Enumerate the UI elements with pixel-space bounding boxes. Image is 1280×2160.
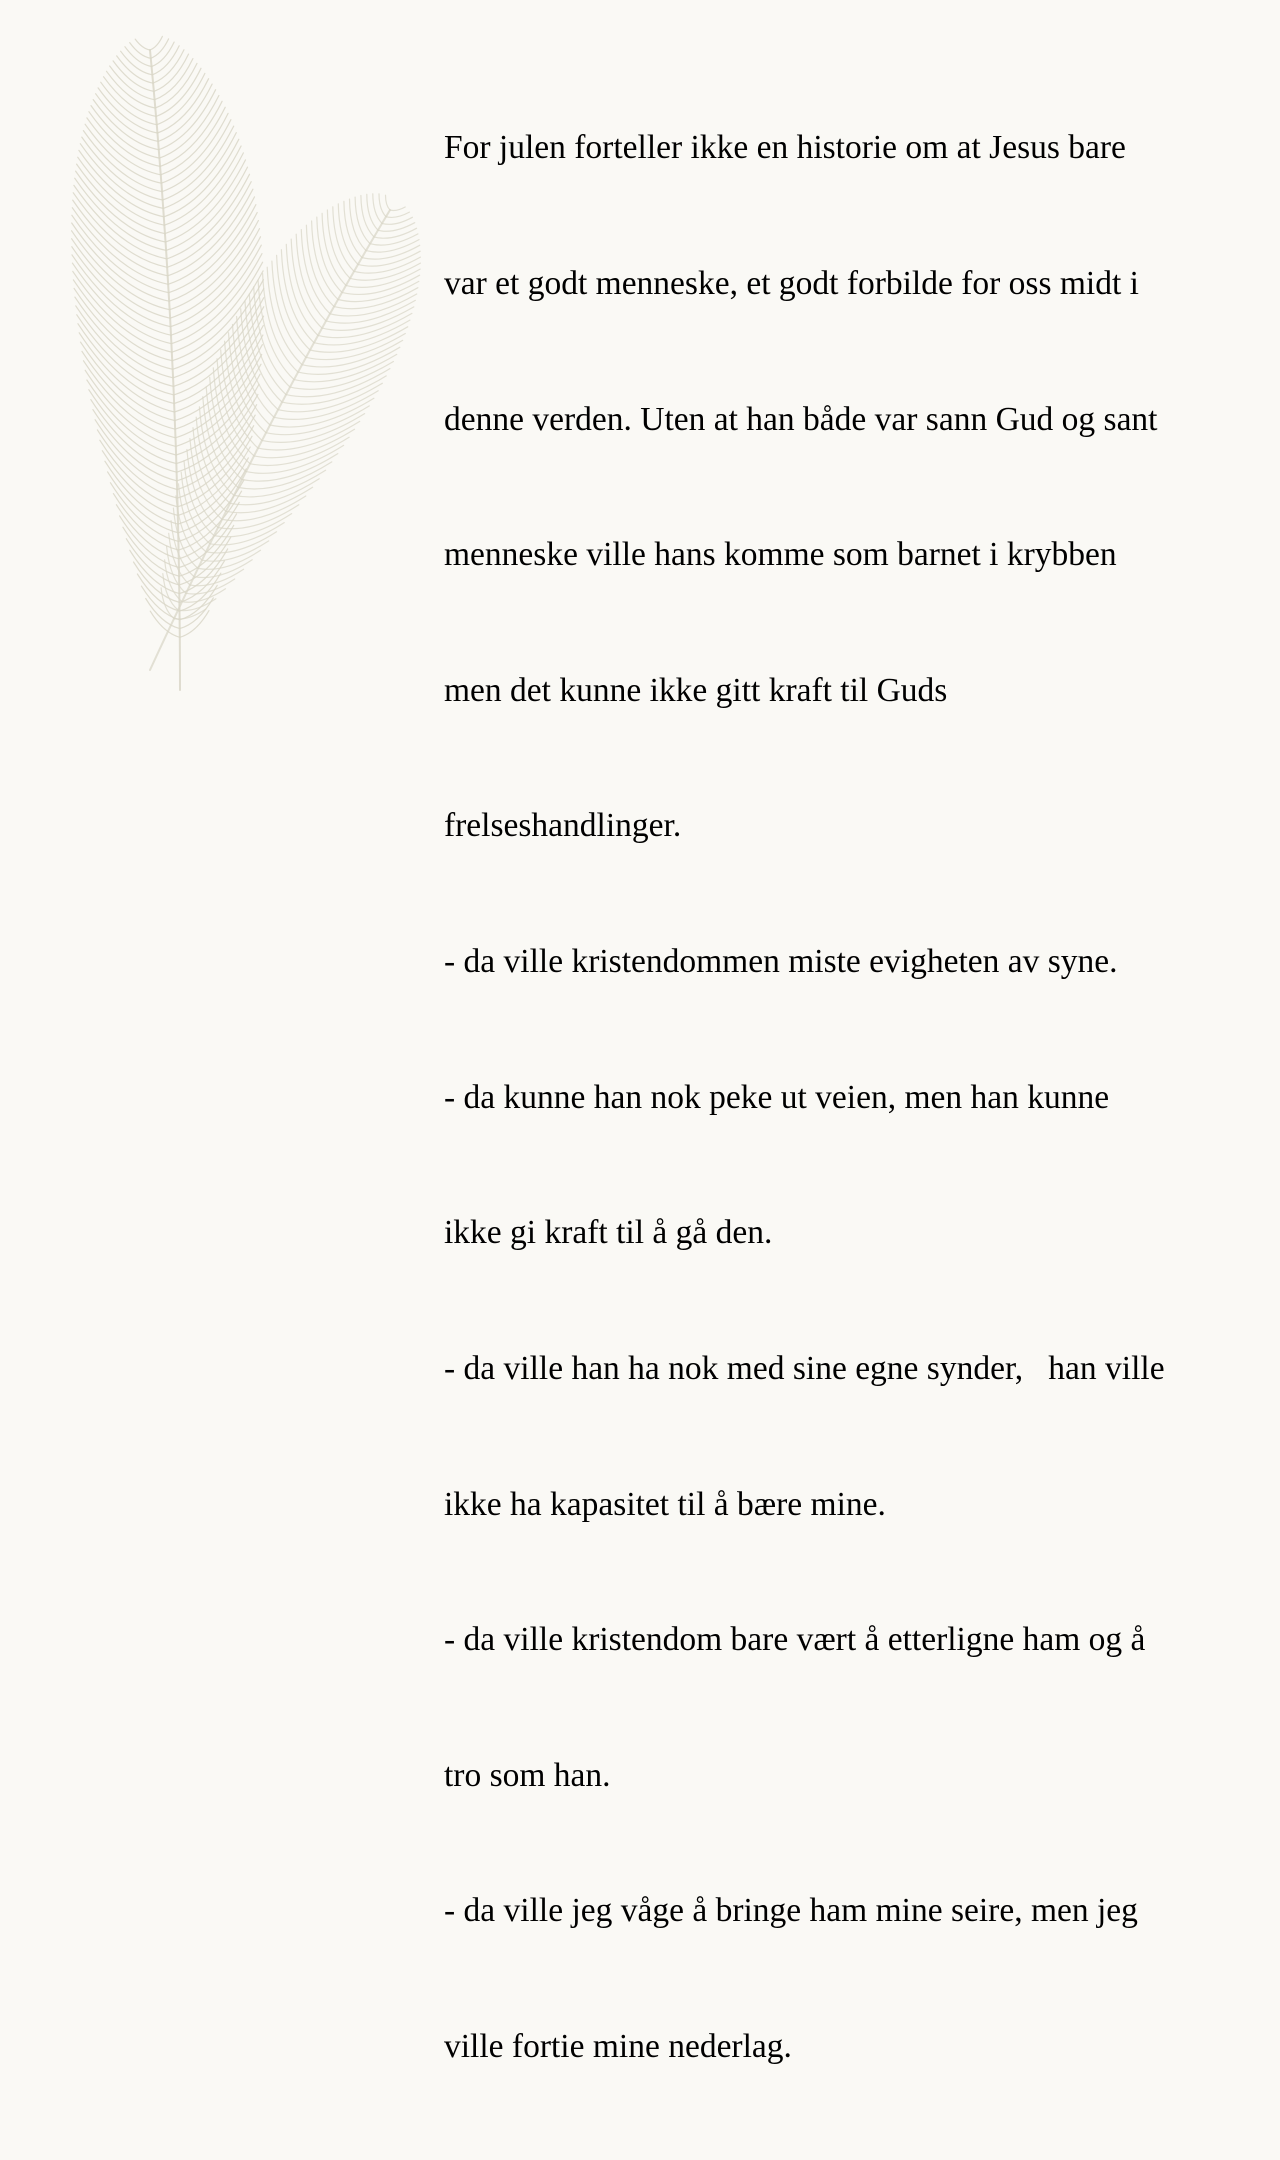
text-line: For julen forteller ikke en historie om at Jesus bare (444, 129, 1126, 167)
text-line: - da ville jeg våge å bringe ham mine seire, men jeg (444, 1892, 1138, 1930)
text-line: - da kunne han nok peke ut veien, men han kunne (444, 1078, 1110, 1116)
text-line: tro som han. (444, 1756, 611, 1794)
text-line: ikke ha kapasitet til å bære mine. (444, 1485, 886, 1523)
text-line: - da ville kristendom bare vært å etterligne ham og å (444, 1621, 1146, 1659)
feather-icon (30, 30, 420, 700)
body-text (444, 35, 1264, 2160)
text-line: frelseshandlinger. (444, 807, 682, 845)
text-line: - da ville kristendommen miste evigheten av syne. (444, 943, 1118, 981)
text-line: ville fortie mine nederlag. (444, 2027, 792, 2065)
text-line: menneske ville hans komme som barnet i krybben (444, 536, 1117, 574)
text-line: var et godt menneske, et godt forbilde for oss midt i (444, 265, 1139, 303)
text-line: men det kunne ikke gitt kraft til Guds (444, 671, 948, 709)
text-line: denne verden. Uten at han både var sann Gud og sant (444, 400, 1158, 438)
text-line: ikke gi kraft til å gå den. (444, 1214, 773, 1252)
text-line: - da ville han ha nok med sine egne synder, han ville (444, 1349, 1165, 1387)
